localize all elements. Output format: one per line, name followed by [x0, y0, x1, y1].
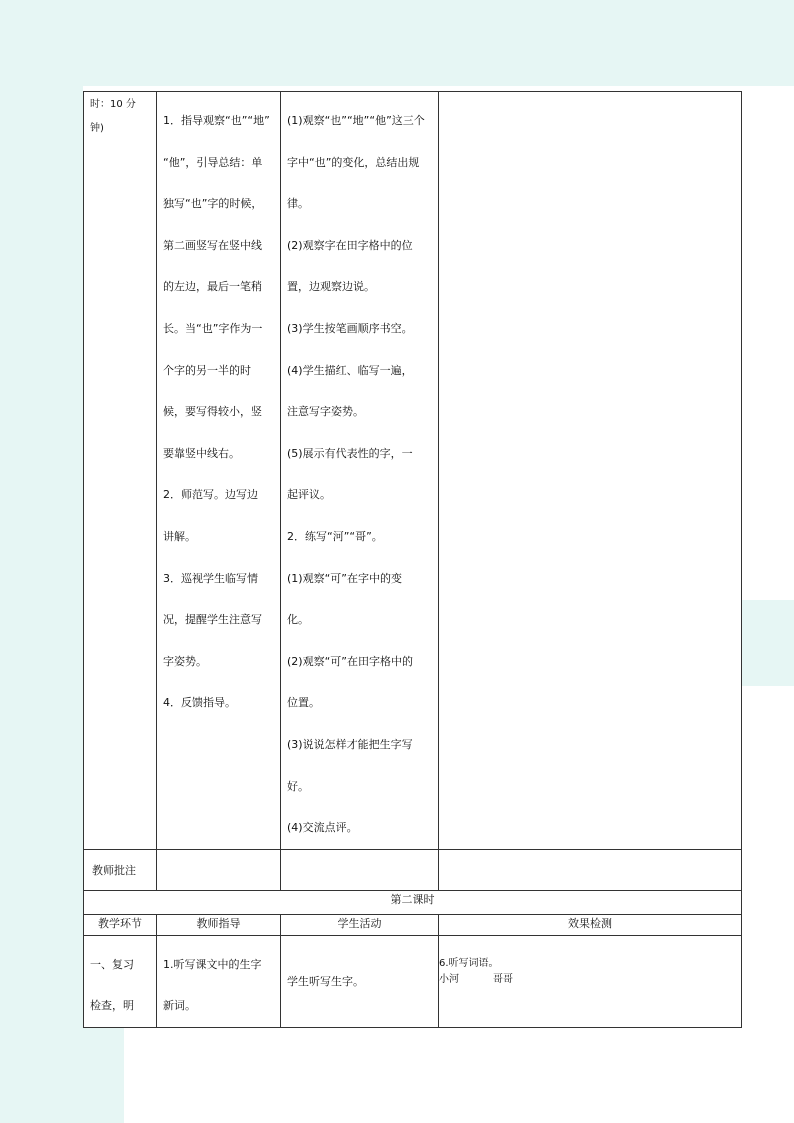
student-activity-line: 置，边观察边说。: [287, 280, 375, 294]
student-activity-line: 化。: [287, 613, 309, 627]
review-teacher-line: 1.听写课文中的生字: [163, 957, 262, 971]
dictation-words: [439, 972, 741, 988]
student-activity-line: (1)观察“也”“地”“他”这三个: [287, 114, 425, 127]
dictation-word: 小河: [439, 973, 459, 985]
review-stage-cell: [84, 935, 157, 1027]
student-activity-line: 律。: [287, 197, 309, 211]
dictation-title: 6.听写词语。: [439, 957, 499, 969]
teacher-guide-line: 况，提醒学生注意写: [163, 613, 262, 627]
time-cell: [84, 92, 157, 850]
effect-check-cell-empty: [439, 92, 742, 850]
student-activity-line: (3)说说怎样才能把生字写: [287, 737, 413, 751]
student-activity-line: (5)展示有代表性的字，一: [287, 446, 413, 460]
column-header-row: [84, 914, 742, 935]
student-activity-line: 字中“也”的变化，总结出规: [287, 155, 420, 169]
student-activity-line: 2．练写“河”“哥”。: [287, 529, 383, 543]
student-activity-line: (4)交流点评。: [287, 821, 358, 835]
student-activity-line: (3)学生按笔画顺序书空。: [287, 321, 413, 335]
teacher-notes-cell: [439, 849, 742, 890]
teacher-notes-cell: [281, 849, 439, 890]
review-row: [84, 935, 742, 1027]
student-activity-cell: [281, 92, 439, 850]
teacher-guide-line: 3．巡视学生临写情: [163, 571, 258, 585]
teacher-guide-line: 个字的另一半的时: [163, 363, 251, 377]
time-line-1: 时：10 分: [90, 99, 136, 110]
header-effect-check: 效果检测: [439, 914, 742, 935]
lesson-plan-table: [83, 91, 742, 1028]
teacher-guide-line: 的左边，最后一笔稍: [163, 280, 262, 294]
student-activity-line: 注意写字姿势。: [287, 405, 364, 419]
student-activity-line: (4)学生描红、临写一遍，: [287, 363, 413, 377]
review-teacher-line: 新词。: [163, 999, 196, 1013]
student-activity-line: (2)观察字在田字格中的位: [287, 238, 413, 252]
teacher-guide-line: 1．指导观察“也”“地”: [163, 114, 270, 127]
teacher-guide-cell: [157, 92, 281, 850]
student-activity-line: 位置。: [287, 696, 320, 710]
student-activity-line: (2)观察“可”在田字格中的: [287, 654, 413, 668]
teacher-guide-line: 2．师范写。边写边: [163, 488, 258, 502]
writing-guidance-row: [84, 92, 742, 850]
review-student-cell: [281, 935, 439, 1027]
teacher-notes-cell: [157, 849, 281, 890]
teacher-notes-row: [84, 849, 742, 890]
review-teacher-cell: [157, 935, 281, 1027]
teacher-guide-line: “他”，引导总结：单: [163, 155, 263, 169]
review-stage-line: 检查，明: [90, 999, 134, 1013]
bg-top-band: [0, 0, 794, 86]
teacher-guide-line: 4．反馈指导。: [163, 696, 236, 710]
bg-right-block: [741, 600, 794, 686]
teacher-guide-line: 独写“也”字的时候，: [163, 197, 263, 211]
bg-bottom-left-block: [83, 1012, 124, 1123]
teacher-guide-line: 字姿势。: [163, 654, 207, 668]
student-activity-line: 好。: [287, 779, 309, 793]
dictation-word: 哥哥: [493, 973, 513, 985]
teacher-guide-line: 长。当“也”字作为一: [163, 321, 263, 335]
student-activity-line: 起评议。: [287, 488, 331, 502]
teacher-guide-line: 第二画竖写在竖中线: [163, 238, 262, 252]
review-stage-line: 一、复习: [90, 957, 134, 971]
review-student-text: 学生听写生字。: [287, 975, 364, 989]
review-check-cell: [439, 935, 742, 1027]
header-teacher-guidance: 教师指导: [157, 914, 281, 935]
teacher-guide-line: 讲解。: [163, 529, 196, 543]
bg-left-band: [0, 86, 83, 1123]
section-title-row: [84, 890, 742, 914]
teacher-guide-line: 要靠竖中线右。: [163, 446, 240, 460]
student-activity-line: (1)观察“可”在字中的变: [287, 571, 402, 585]
time-line-2: 钟): [90, 123, 104, 134]
teacher-guide-line: 候，要写得较小，竖: [163, 405, 262, 419]
section-title: 第二课时: [84, 890, 742, 914]
header-student-activity: 学生活动: [281, 914, 439, 935]
header-teaching-stage: 教学环节: [84, 914, 157, 935]
teacher-notes-label: 教师批注: [84, 849, 157, 890]
